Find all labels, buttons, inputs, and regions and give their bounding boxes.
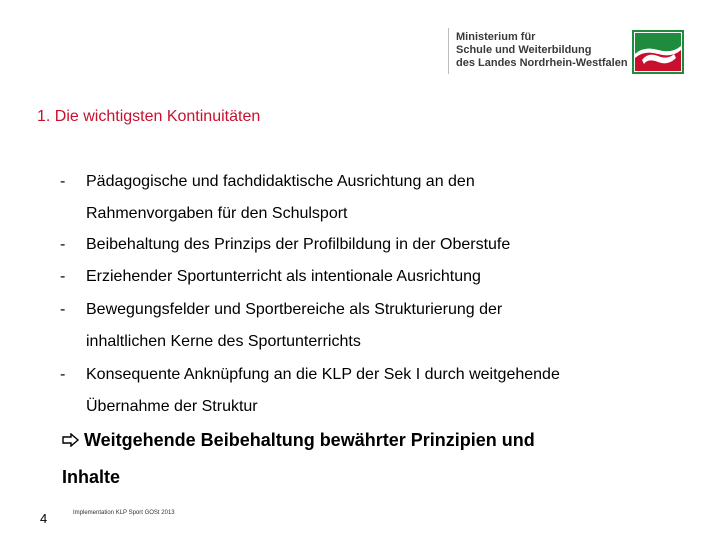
bullet-text: Konsequente Anknüpfung an die KLP der Sek I durch weitgehende (86, 366, 560, 383)
bullet-text: Bewegungsfelder und Sportbereiche als Strukturierung der (86, 301, 503, 318)
ministry-name (456, 31, 628, 70)
slide-title: 1. Die wichtigsten Kontinuitäten (37, 108, 261, 125)
bullet-dash: - (60, 301, 66, 318)
bullet-dash: - (60, 366, 66, 383)
bullet-text-continuation: Rahmenvorgaben für den Schulsport (86, 205, 348, 222)
bullet-text: Erziehender Sportunterricht als intentionale Ausrichtung (86, 268, 481, 285)
nrw-crest-icon (632, 30, 684, 74)
conclusion-text-continuation: Inhalte (62, 467, 121, 487)
bullet-text: Pädagogische und fachdidaktische Ausrichtung an den (86, 173, 475, 190)
bullet-dash: - (60, 268, 66, 285)
header-divider (448, 28, 449, 74)
bullet-text-continuation: inhaltlichen Kerne des Sportunterrichts (86, 333, 361, 350)
ministry-line-1: Ministerium für (456, 31, 536, 43)
bullet-text: Beibehaltung des Prinzips der Profilbildung in der Oberstufe (86, 236, 511, 253)
ministry-line-2: Schule und Weiterbildung (456, 44, 592, 56)
bullet-text-continuation: Übernahme der Struktur (86, 398, 258, 415)
footer-text: Implementation KLP Sport GOSt 2013 (73, 510, 175, 516)
ministry-line-3: des Landes Nordrhein-Westfalen (456, 57, 628, 69)
right-arrow-icon (62, 430, 84, 451)
conclusion-line (62, 430, 535, 451)
bullet-dash: - (60, 236, 66, 253)
bullet-dash: - (60, 173, 66, 190)
conclusion-text: Weitgehende Beibehaltung bewährter Prinzipien und (84, 430, 535, 450)
page-number: 4 (40, 511, 48, 526)
